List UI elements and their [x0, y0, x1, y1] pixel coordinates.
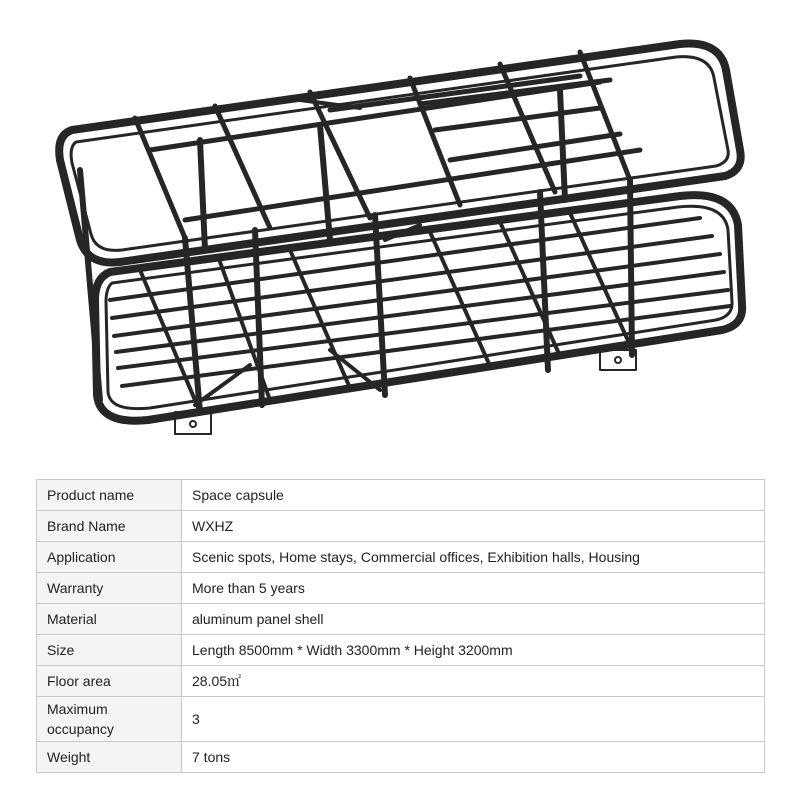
spec-row-maximum-occupancy — [37, 697, 765, 742]
spec-label: Size — [37, 635, 182, 666]
spec-label: Warranty — [37, 573, 182, 604]
spec-label: Product name — [37, 480, 182, 511]
spec-row-weight — [37, 742, 765, 773]
spec-row-brand-name — [37, 511, 765, 542]
spec-row-product-name — [37, 480, 765, 511]
spec-row-floor-area — [37, 666, 765, 697]
capsule-frame-drawing — [40, 20, 760, 450]
spec-table — [36, 479, 765, 773]
spec-row-application — [37, 542, 765, 573]
spec-label: Floor area — [37, 666, 182, 697]
spec-row-warranty — [37, 573, 765, 604]
spec-value: WXHZ — [182, 511, 765, 542]
spec-value: 7 tons — [182, 742, 765, 773]
spec-label: Material — [37, 604, 182, 635]
spec-value: Scenic spots, Home stays, Commercial offices, Exhibition halls, Housing — [182, 542, 765, 573]
frame-svg — [40, 20, 760, 450]
spec-row-size — [37, 635, 765, 666]
spec-value: Space capsule — [182, 480, 765, 511]
spec-label: Application — [37, 542, 182, 573]
spec-value: More than 5 years — [182, 573, 765, 604]
spec-value: 28.05㎡ — [182, 666, 765, 697]
spec-label: Weight — [37, 742, 182, 773]
spec-value: 3 — [182, 697, 765, 742]
spec-value: Length 8500mm * Width 3300mm * Height 3200mm — [182, 635, 765, 666]
spec-row-material — [37, 604, 765, 635]
spec-label: Maximum occupancy — [37, 697, 182, 742]
spec-label: Brand Name — [37, 511, 182, 542]
spec-value: aluminum panel shell — [182, 604, 765, 635]
spec-table-body — [37, 480, 765, 773]
